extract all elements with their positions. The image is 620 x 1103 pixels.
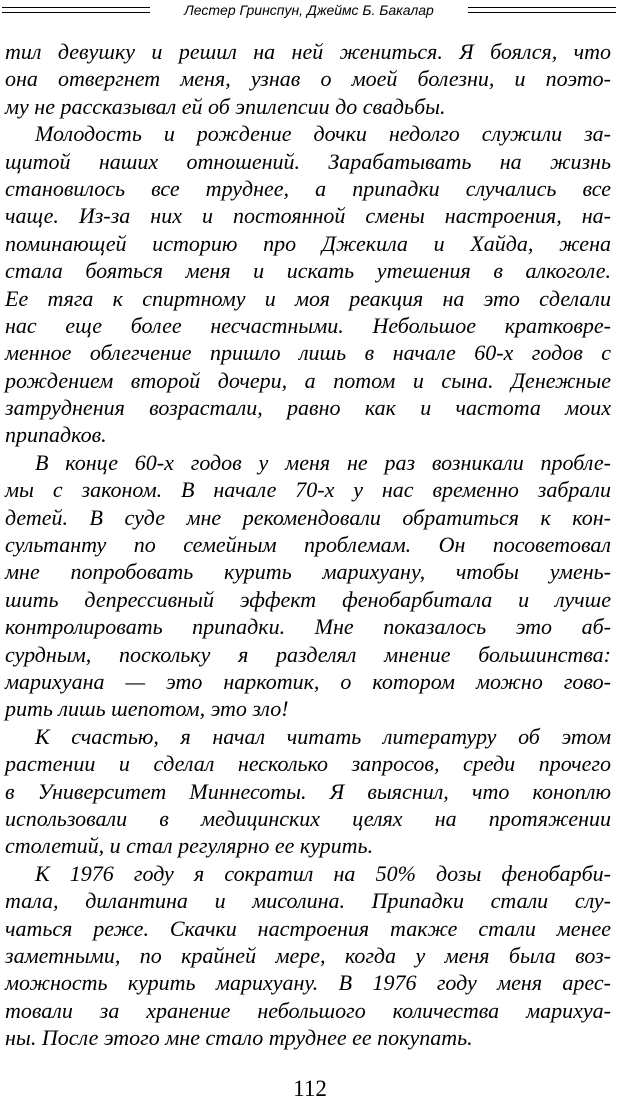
text-line: нас еще более несчастными. Небольшое кратковре- [5,312,611,338]
paragraph [5,449,611,723]
text-line: чаще. Из-за них и постоянной смены настроения, на- [5,203,611,229]
text-line: му не рассказывал ей об эпилепсии до свадьбы. [5,93,446,119]
text-line: шить депрессивный эффект фенобарбитала и лучше [5,586,611,612]
text-line: использовали в медицинских целях на протяжении [5,805,611,831]
text-line: чаться реже. Скачки настроения также стали менее [5,915,611,941]
running-header [0,0,620,22]
text-line: Ее тяга к спиртному и моя реакция на это сделали [5,285,611,311]
header-rule-left-bottom [2,12,150,13]
paragraph [5,723,611,860]
text-line: рить лишь шепотом, это зло! [5,696,289,722]
text-line: тала, дилантина и мисолина. Припадки стали слу- [5,888,611,914]
text-line: заметными, по крайней мере, когда у меня была воз- [5,942,611,968]
text-line: Молодость и рождение дочки недолго служили за- [35,121,611,147]
header-rule-left-top [2,7,150,8]
text-line: щитой наших отношений. Зарабатывать на жизнь [5,148,611,174]
paragraph [5,120,611,449]
text-line: В конце 60-х годов у меня не раз возникали пробле- [35,449,611,475]
text-line: припадков. [5,422,107,448]
text-line: растении и сделал несколько запросов, среди прочего [5,751,611,777]
text-line: затруднения возрастали, равно как и частота моих [5,395,611,421]
text-line: марихуана — это наркотик, о котором можно гово- [5,668,611,694]
text-line: в Университет Миннесоты. Я выяснил, что коноплю [5,778,611,804]
text-line: сурдным, поскольку я разделял мнение большинства: [5,641,611,667]
text-line: мне попробовать курить марихуану, чтобы умень- [5,559,611,585]
header-authors: Лестер Гринспун, Джеймс Б. Бакалар [184,2,434,18]
text-line: контролировать припадки. Мне показалось это аб- [5,614,611,640]
page-number: 112 [293,1076,327,1101]
text-line: рождением второй дочери, а потом и сына. Денежные [5,367,611,393]
text-line: столетий, и стал регулярно ее курить. [5,833,374,859]
text-line: К счастью, я начал читать литературу об этом [35,723,611,749]
text-line: менное облегчение пришло лишь в начале 60-х годов с [5,340,611,366]
header-rule-right-top [468,7,616,8]
text-line: К 1976 году я сократил на 50% дозы фенобарби- [35,860,611,886]
text-line: становилось все труднее, а припадки случались все [5,175,611,201]
text-line: стала бояться меня и искать утешения в алкоголе. [5,258,611,284]
body-text [5,38,611,1051]
text-line: ны. После этого мне стало труднее ее покупать. [5,1025,473,1051]
text-line: мы с законом. В начале 70-х у нас временно забрали [5,477,611,503]
text-line: она отвергнет меня, узнав о моей болезни, и поэто- [5,66,611,92]
text-line: поминающей историю про Джекила и Хайда, жена [5,230,611,256]
text-line: можность курить марихуану. В 1976 году меня арес- [5,970,611,996]
text-line: детей. В суде мне рекомендовали обратиться к кон- [5,504,611,530]
paragraph [5,860,611,1052]
header-rule-right-bottom [468,12,616,13]
text-line: сультанту по семейным проблемам. Он посоветовал [5,532,611,558]
text-line: товали за хранение небольшого количества марихуа- [5,997,611,1023]
paragraph [5,38,611,120]
text-line: тил девушку и решил на ней жениться. Я боялся, что [5,39,611,64]
